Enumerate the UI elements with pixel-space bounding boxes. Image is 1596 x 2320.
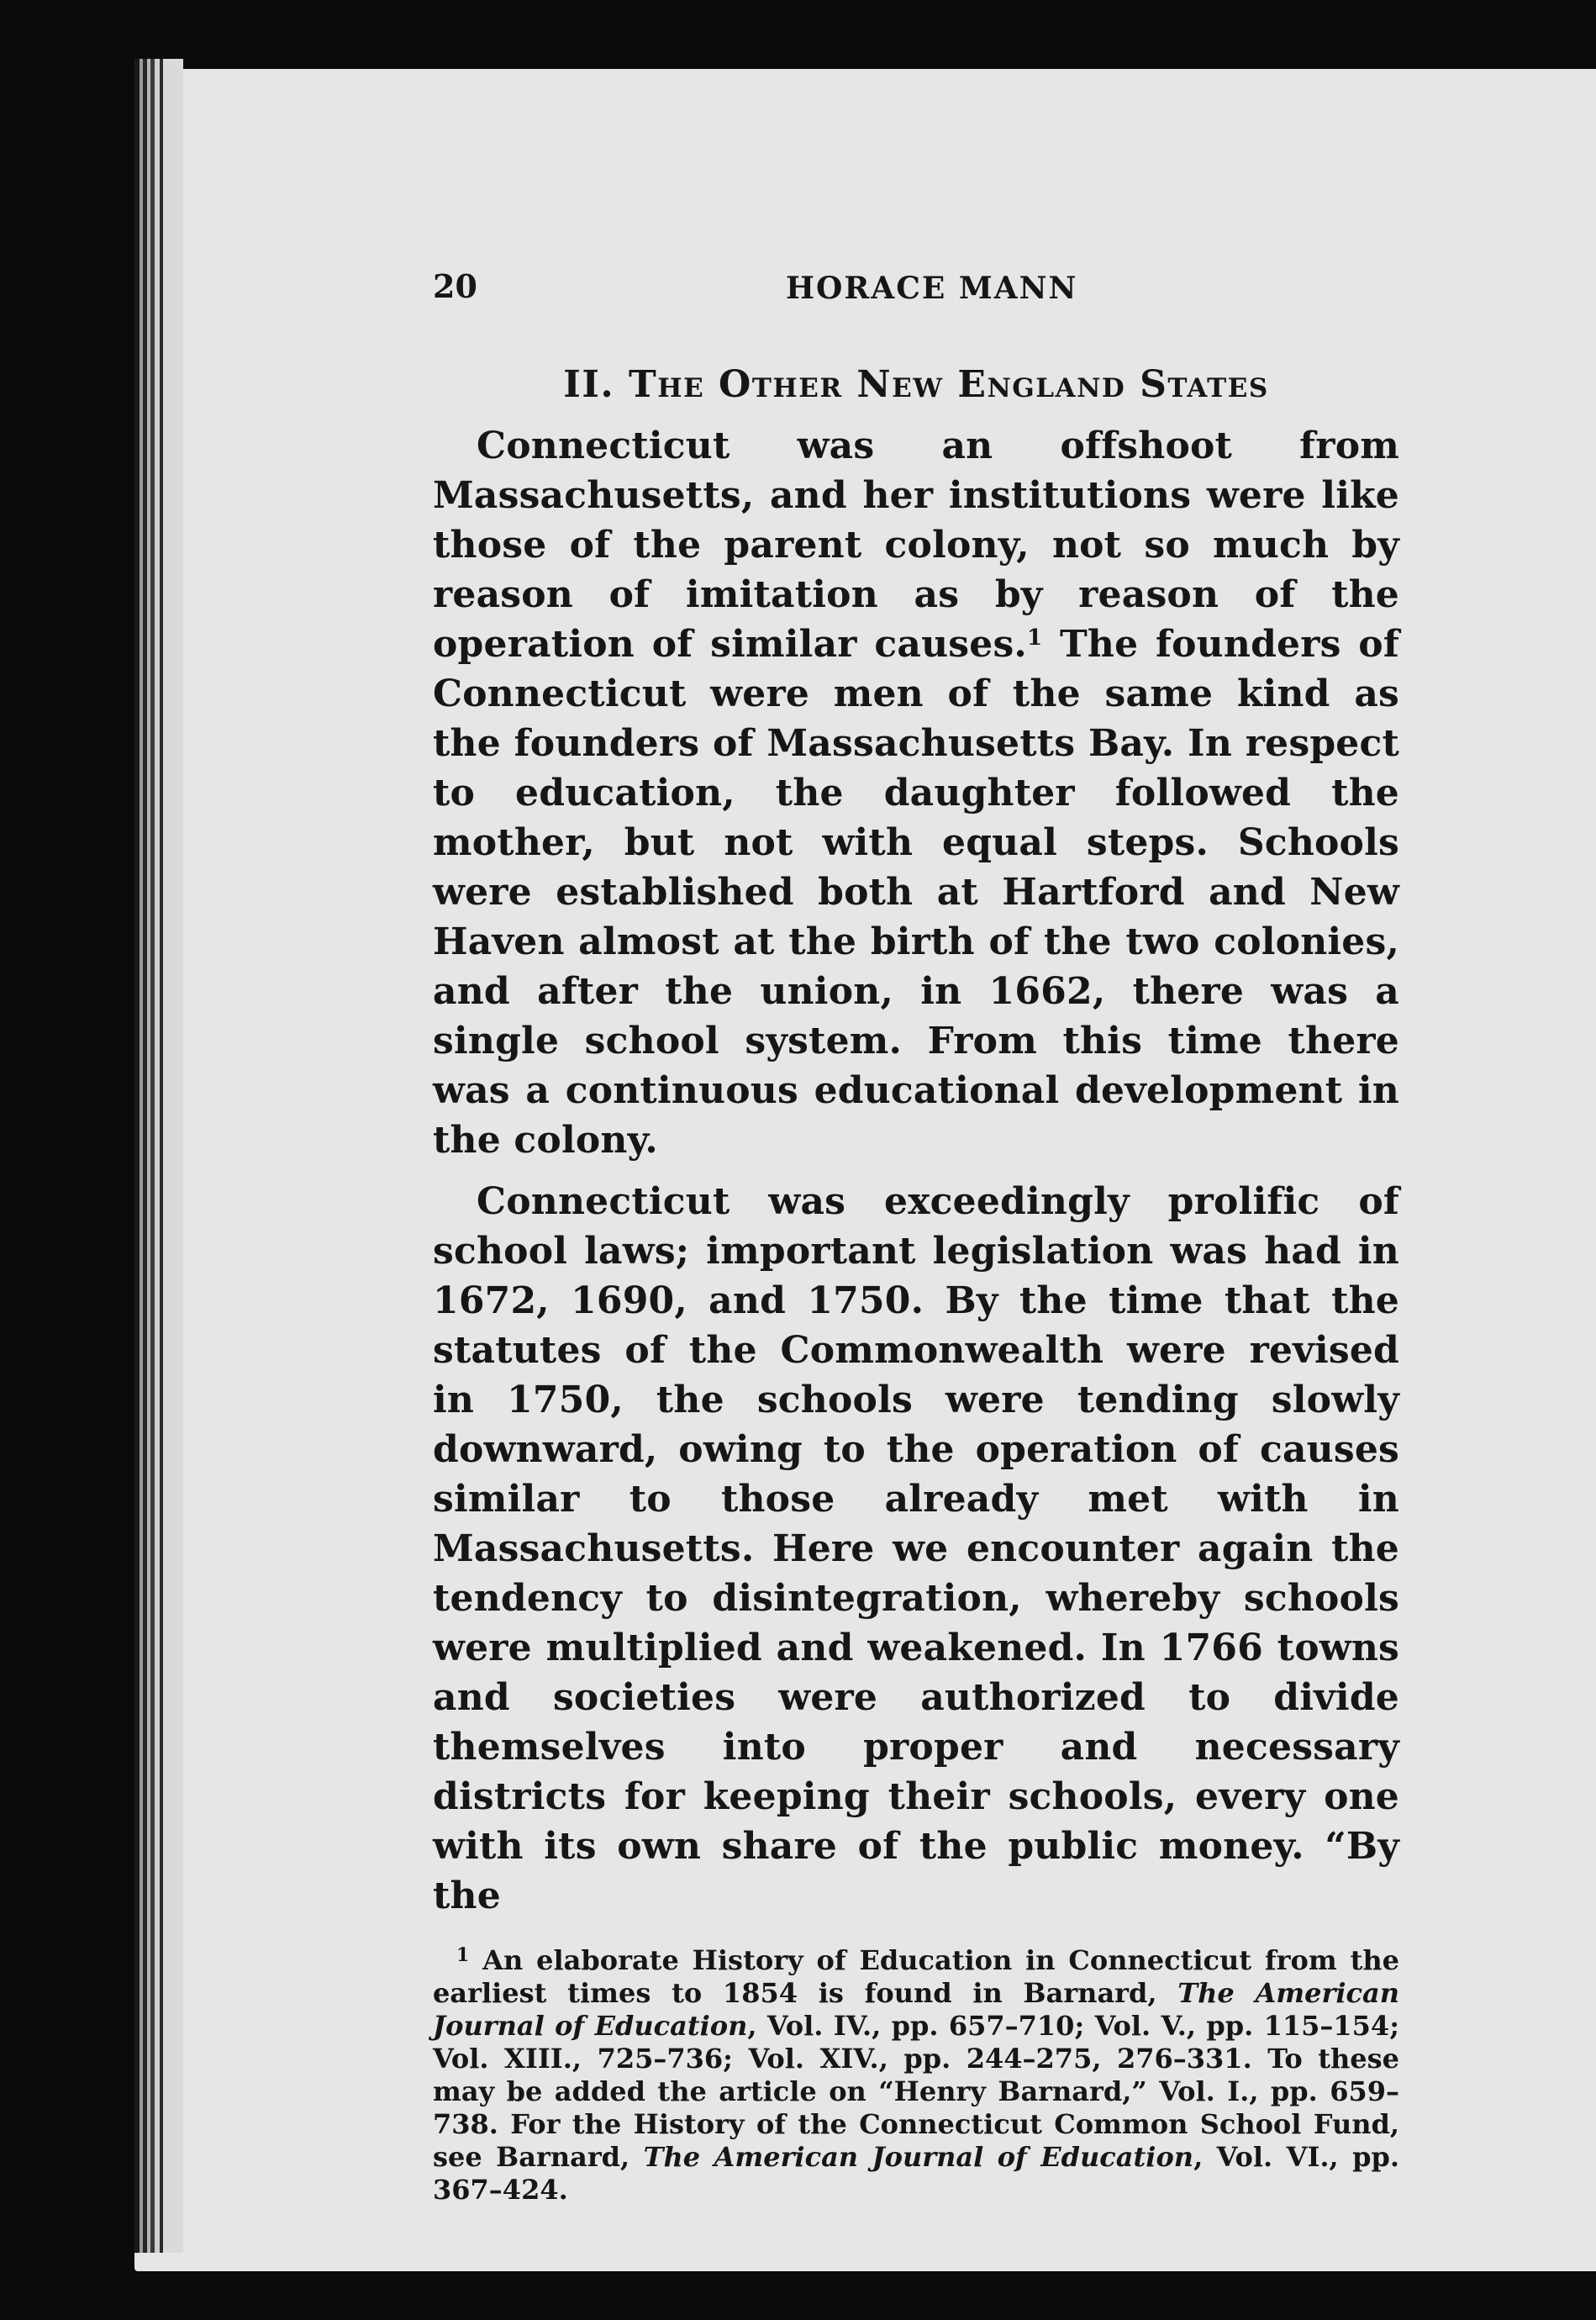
footnote-marker: 1 <box>456 1944 470 1966</box>
page-number: 20 <box>433 267 477 305</box>
footnote-part-2: , Vol. IV., pp. 657–710; Vol. V., pp. 115–154; Vol. XIII., 725–736; Vol. XIV., pp. 244–275, 276–331. To these may be added the article on “Henry Barnard,” Vol. I., pp. 659–738. For the History of the Connecticut Common School Fund, see Barnard, <box>433 2010 1400 2173</box>
paragraph-1-before-note: Connecticut was an offshoot from Massachusetts, and her institutions were like those of the parent colony, not so much by reason of imitation as by reason of the operation of similar causes. <box>433 424 1399 666</box>
page-content <box>433 261 1399 2207</box>
paragraph-1 <box>433 421 1399 1165</box>
book-binding-edge <box>134 59 183 2253</box>
footnote-journal-title-2: The American Journal of Education <box>643 2141 1194 2173</box>
book-title: HORACE MANN <box>786 271 1078 306</box>
footnote-part-1: An elaborate History of Education in Connecticut from the earliest times to 1854 is found in Barnard, <box>433 1944 1399 2009</box>
running-head <box>433 261 1399 319</box>
footnote-journal-title-1: The American Journal of Education <box>433 1977 1399 2042</box>
body-text <box>433 421 1399 1921</box>
footnote-text <box>433 1944 1399 2207</box>
footnote <box>433 1944 1399 2207</box>
footnote-reference: 1 <box>1026 625 1043 651</box>
paragraph-1-after-note: The founders of Connecticut were men of the same kind as the founders of Massachusetts Bay. In respect to education, the daughter followed the mother, but not with equal steps. Schools were established both at Hartford and New Haven almost at the birth of the two colonies, and after the union, in 1662, there was a single school system. From this time there was a continuous educational development in the colony. <box>433 623 1399 1162</box>
footnote-part-3: , Vol. VI., pp. 367–424. <box>433 2141 1400 2206</box>
paragraph-2: Connecticut was exceedingly prolific of school laws; important legislation was had in 1672, 1690, and 1750. By the time that the statutes of the Commonwealth were revised in 1750, the schools were tending slowly downward, owing to the operation of causes similar to those already met with in Massachusetts. Here we encounter again the tendency to disintegration, whereby schools were multiplied and weakened. In 1766 towns and societies were authorized to divide themselves into proper and necessary districts for keeping their schools, every one with its own share of the public money. “By the <box>433 1180 1399 1917</box>
section-heading: II. The Other New England States <box>563 363 1269 406</box>
